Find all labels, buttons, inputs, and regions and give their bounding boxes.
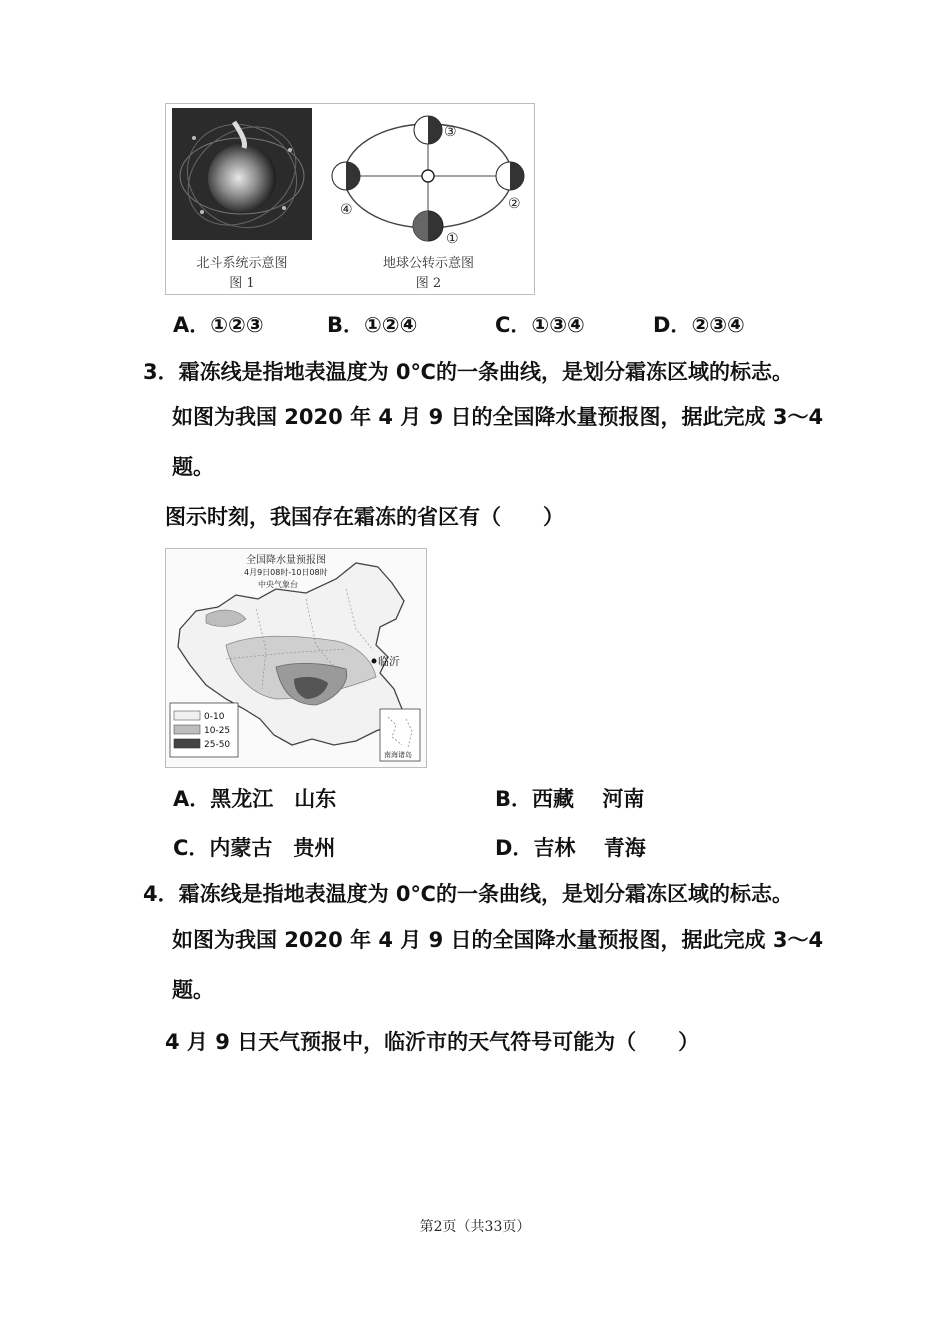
q4-stem-line1 [143,882,793,907]
q2-option-a[interactable] [173,309,264,339]
option-letter: B． [495,787,533,811]
legend-item-1: 0-10 [204,712,225,722]
precipitation-map [165,548,427,768]
fig2-caption-label: 图 2 [415,276,442,291]
q2-option-c[interactable] [495,309,585,339]
orbit-marker-2: ② [508,196,521,212]
option-letter: D． [495,836,534,860]
map-subtitle: 4月9日08时-10日08时 [244,568,328,577]
orbit-marker-3: ③ [444,124,457,140]
earth-icon [496,162,524,190]
q4-question: 4 月 9 日天气预报中，临沂市的天气符号可能为（ ） [165,1030,700,1054]
option-letter: A． [173,787,211,811]
q3-stem-line2: 如图为我国 2020 年 4 月 9 日的全国降水量预报图，据此完成 3～4 [172,405,824,429]
fig2-caption-title: 地球公转示意图 [382,256,474,271]
map-source: 中央气象台 [258,580,298,589]
q3-option-c[interactable] [173,832,335,862]
q3-option-b[interactable] [495,783,644,813]
page-number-footer: 第2页（共33页） [419,1219,531,1235]
option-text: 吉林 青海 [533,836,646,860]
sun-icon [422,170,434,182]
fig1-caption-label: 图 1 [229,276,255,291]
china-map-image [166,549,426,767]
orbit-marker-4: ④ [340,202,353,218]
question-number: 3． [143,360,179,384]
linyi-marker-icon [372,659,377,664]
q4-stem-line3: 题。 [172,978,214,1002]
beidou-system-image [172,108,312,240]
q3-question: 图示时刻，我国存在霜冻的省区有（ ） [165,505,564,529]
orbit-marker-1: ① [446,231,459,247]
option-text: ①②③ [210,313,264,337]
option-letter: C． [173,836,210,860]
option-text: ②③④ [691,313,745,337]
option-text: ①②④ [364,313,418,337]
earth-icon [332,162,360,190]
option-text: ①③④ [531,313,585,337]
option-letter: A． [173,313,211,337]
option-text: 西藏 河南 [532,787,645,811]
option-letter: B． [327,313,365,337]
earth-icon [413,211,443,241]
q3-option-d[interactable] [495,832,646,862]
legend-item-2: 10-25 [204,726,231,736]
q3-stem-line3: 题。 [172,455,214,479]
fig1-caption-title: 北斗系统示意图 [196,256,288,271]
q3-stem-line1 [143,360,793,385]
q2-option-b[interactable] [327,309,417,339]
earth-icon [414,116,442,144]
q2-option-d[interactable] [653,309,745,339]
map-city-label: 临沂 [378,655,400,668]
map-title: 全国降水量预报图 [246,555,326,566]
inset-label: 南海诸岛 [384,751,412,759]
option-text: 内蒙古 贵州 [209,836,336,860]
q3-option-a[interactable] [173,783,336,813]
q3-line1-text: 霜冻线是指地表温度为 0℃的一条曲线，是划分霜冻区域的标志。 [178,360,793,384]
option-text: 黑龙江 山东 [210,787,337,811]
earth-orbit-diagram [326,108,531,248]
figure-beidou-orbit [165,103,535,295]
legend-item-3: 25-50 [204,740,231,750]
question-number: 4． [143,882,179,906]
q4-stem-line2: 如图为我国 2020 年 4 月 9 日的全国降水量预报图，据此完成 3～4 [172,928,824,952]
option-letter: D． [653,313,692,337]
q4-line1-text: 霜冻线是指地表温度为 0℃的一条曲线，是划分霜冻区域的标志。 [178,882,793,906]
option-letter: C． [495,313,532,337]
